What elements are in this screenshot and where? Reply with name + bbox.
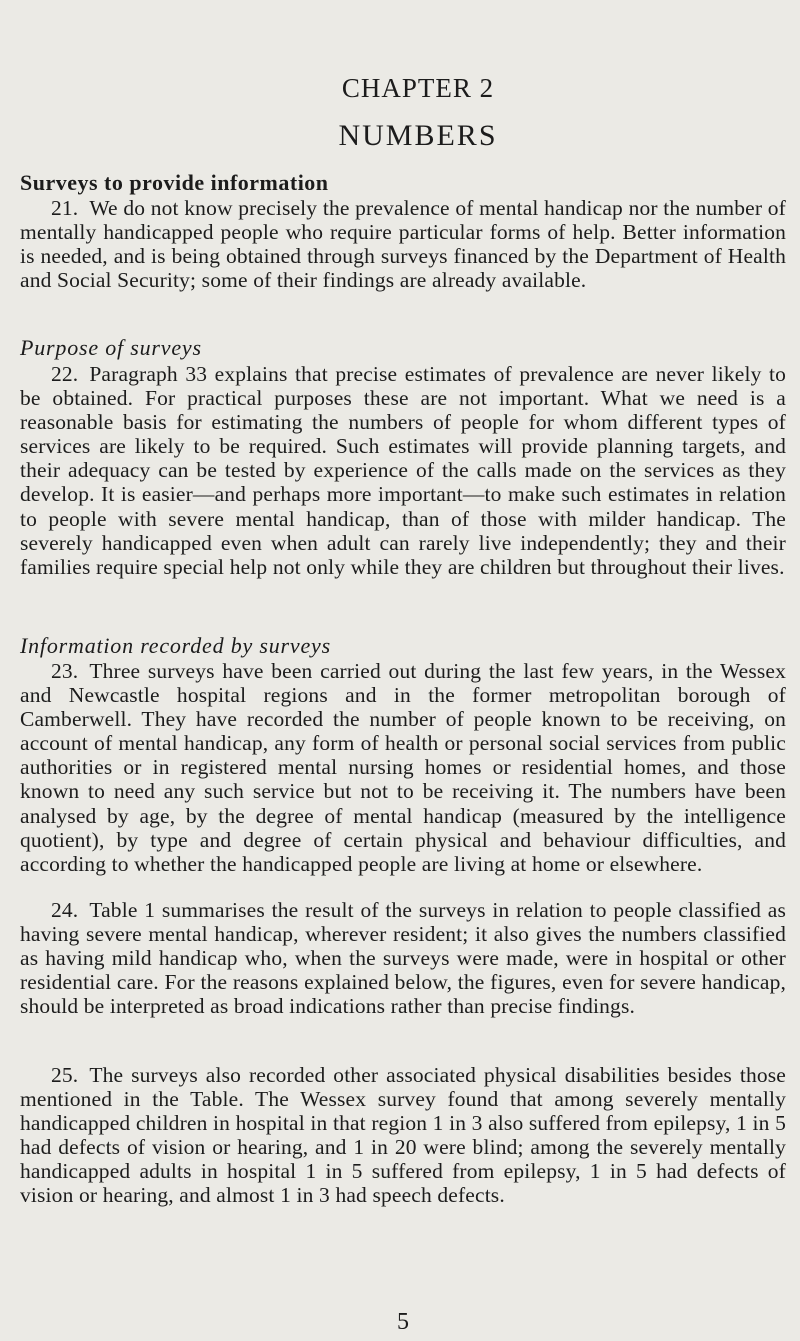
paragraph-22 [20, 362, 786, 579]
paragraph-number: 22. [51, 362, 79, 386]
paragraph-text: Paragraph 33 explains that precise estimates of prevalence are never likely to be obtained. For practical purposes these are not important. What we need is a reasonable basis for estimating the numbers of people for whom different types of services are likely to be required. Such estimates will provide planning targets, and their adequacy can be tested by experience of the calls made on the services as they develop. It is easier—and perhaps more important—to make such estimates in relation to people with severe mental handicap, than of those with milder handicap. The severely handicapped even when adult can rarely live independently; they and their families require special help not only while they are children but throughout their lives. [20, 362, 786, 579]
paragraph-21 [20, 196, 786, 292]
paragraph-text: We do not know precisely the prevalence of mental handicap nor the number of mentally handicapped people who require particular forms of help. Better information is needed, and is being obtained through surveys financed by the Department of Health and Social Security; some of their findings are already available. [20, 196, 786, 293]
paragraph-number: 21. [51, 196, 79, 220]
page-title: NUMBERS [338, 119, 498, 152]
paragraph-25 [20, 1063, 786, 1208]
chapter-label: CHAPTER 2 [341, 73, 495, 103]
paragraph-text: Three surveys have been carried out during the last few years, in the Wessex and Newcastle hospital regions and in the former metropolitan borough of Camberwell. They have recorded the number of people known to be receiving, on account of mental handicap, any form of health or personal social services from public authorities or in registered mental nursing homes or residential homes, and those known to need any such service but not to be receiving it. The numbers have been analysed by age, by the degree of mental handicap (measured by the intelligence quotient), by type and degree of certain physical and behaviour difficulties, and according to whether the handicapped people are living at home or elsewhere. [20, 659, 786, 876]
paragraph-number: 24. [51, 898, 79, 922]
paragraph-number: 25. [51, 1063, 79, 1087]
paragraph-24 [20, 898, 786, 1018]
section-heading-surveys: Surveys to provide information [20, 170, 329, 195]
section-heading-purpose: Purpose of surveys [20, 335, 202, 360]
page-number: 5 [397, 1309, 409, 1335]
paragraph-number: 23. [51, 659, 79, 683]
paragraph-text: Table 1 summarises the result of the surveys in relation to people classified as having severe mental handicap, wherever resident; it also gives the numbers classified as having mild handicap who, when the surveys were made, were in hospital or other residential care. For the reasons explained below, the figures, even for severe handicap, should be interpreted as broad indications rather than precise findings. [20, 898, 786, 1019]
paragraph-23 [20, 659, 786, 876]
paragraph-text: The surveys also recorded other associated physical disabilities besides those mentioned in the Table. The Wessex survey found that among severely mentally handicapped children in hospital in that region 1 in 3 also suffered from epilepsy, 1 in 5 had defects of vision or hearing, and 1 in 20 were blind; among the severely mentally handicapped adults in hospital 1 in 5 suffered from epilepsy, 1 in 5 had defects of vision or hearing, and almost 1 in 3 had speech defects. [20, 1063, 786, 1208]
section-heading-information: Information recorded by surveys [20, 633, 331, 658]
